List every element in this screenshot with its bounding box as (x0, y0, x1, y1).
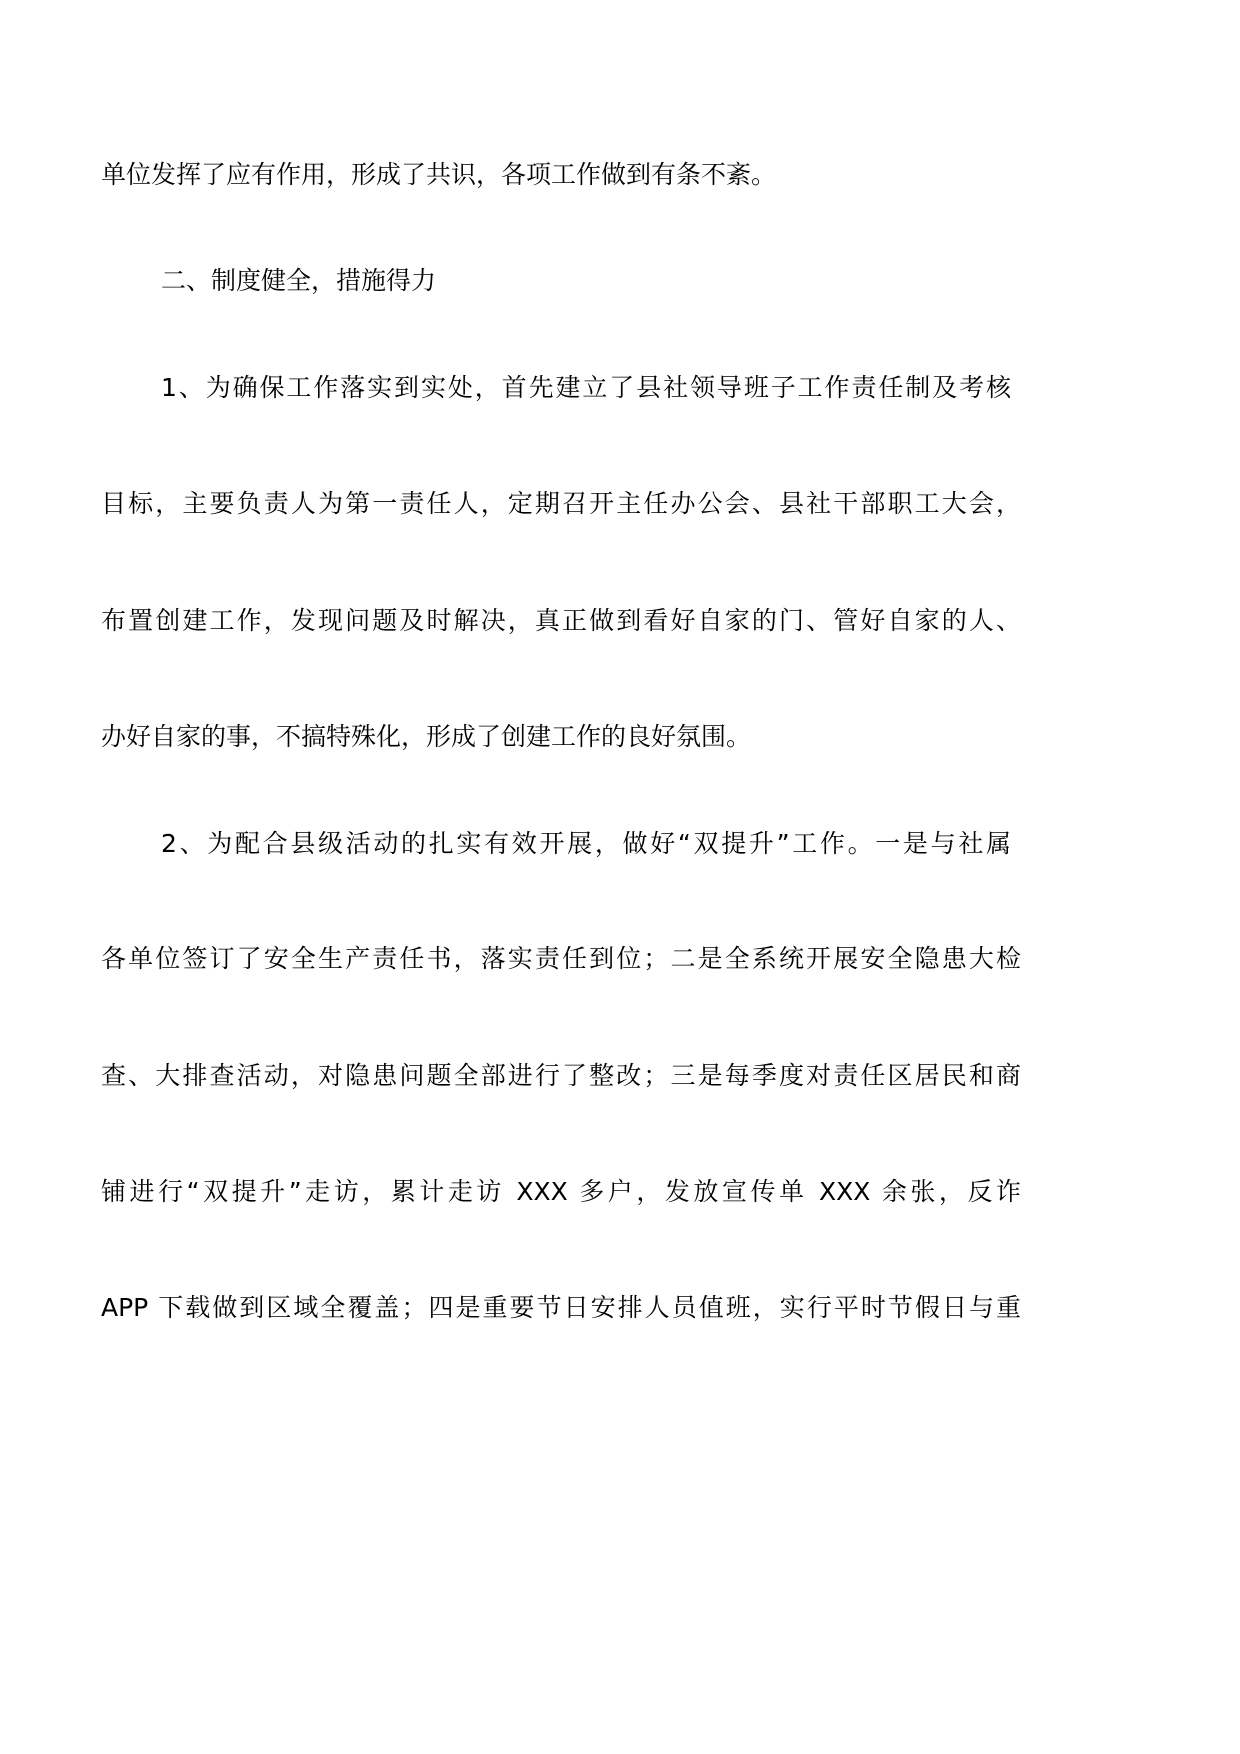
section-heading: 二、制度健全，措施得力 (161, 266, 437, 295)
body-text-line: 1、为确保工作落实到实处，首先建立了县社领导班子工作责任制及考核 (161, 373, 1011, 402)
body-text-line: 2、为配合县级活动的扎实有效开展，做好“双提升”工作。一是与社属 (161, 829, 1011, 858)
body-text-line: 查、大排查活动，对隐患问题全部进行了整改；三是每季度对责任区居民和商 (101, 1061, 1021, 1090)
body-text-line: 布置创建工作，发现问题及时解决，真正做到看好自家的门、管好自家的人、 (101, 606, 1021, 635)
body-text-line: 各单位签订了安全生产责任书，落实责任到位；二是全系统开展安全隐患大检 (101, 944, 1021, 973)
body-text-line: 目标，主要负责人为第一责任人，定期召开主任办公会、县社干部职工大会， (101, 489, 1021, 518)
body-text-line: 办好自家的事，不搞特殊化，形成了创建工作的良好氛围。 (101, 722, 752, 751)
body-text-line: APP 下载做到区域全覆盖；四是重要节日安排人员值班，实行平时节假日与重 (101, 1293, 1021, 1322)
body-text-line: 铺进行“双提升”走访，累计走访 XXX 多户，发放宣传单 XXX 余张，反诈 (101, 1177, 1021, 1206)
body-text-line: 单位发挥了应有作用，形成了共识，各项工作做到有条不紊。 (101, 160, 777, 189)
